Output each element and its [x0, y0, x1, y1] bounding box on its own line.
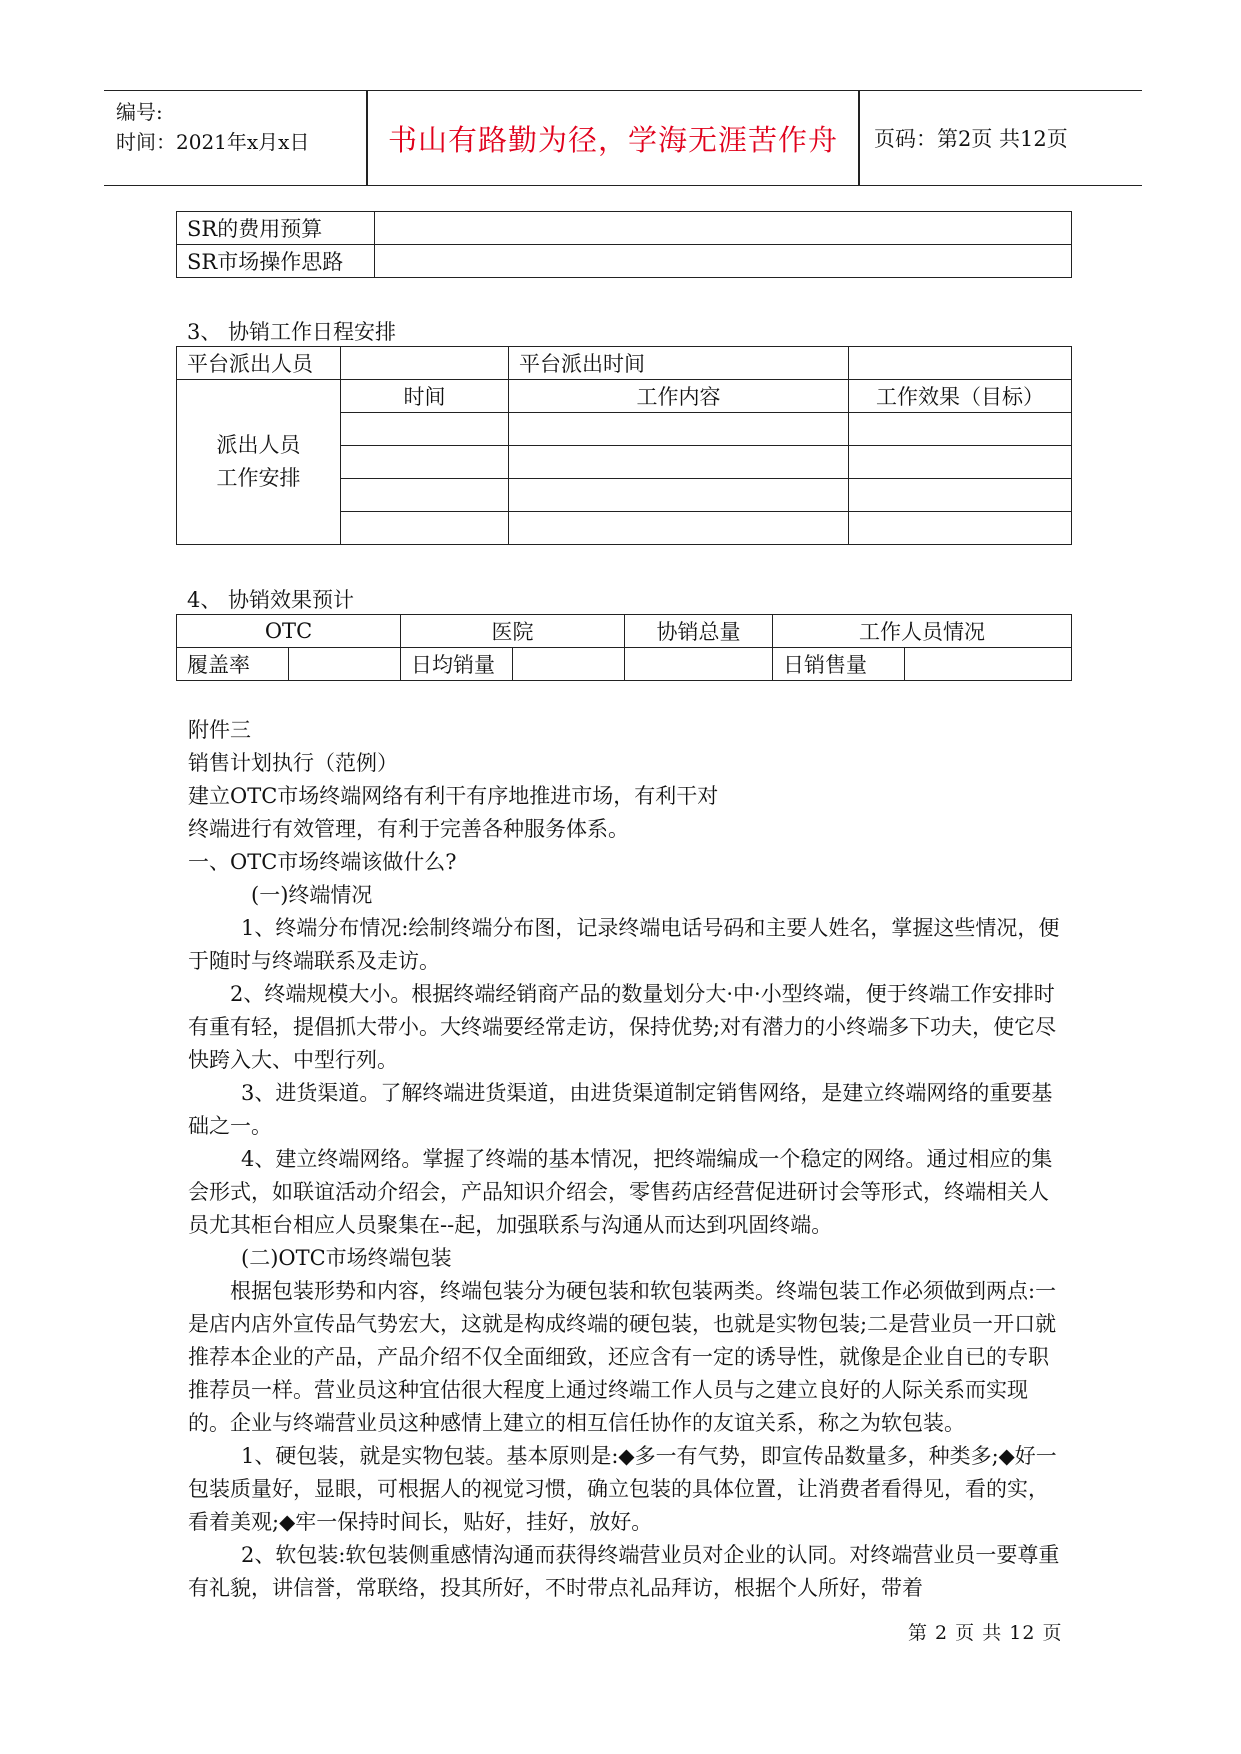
column-header: OTC	[177, 615, 401, 648]
paragraph: 2、终端规模大小。根据终端经销商产品的数量划分大·中·小型终端，便于终端工作安排时有重有轻，提倡抓大带小。大终端要经常走访，保持优势;对有潜力的小终端多下功夫，使它尽快跨入大、中型行列。	[188, 982, 1057, 1072]
column-header: 协销总量	[625, 615, 773, 648]
table-cell	[509, 446, 849, 479]
paragraph: 2、软包装:软包装侧重感情沟通而获得终端营业员对企业的认同。对终端营业员一要尊重有礼貌，讲信誉，常联络，投其所好，不时带点礼品拜访，根据个人所好，带着	[188, 1543, 1060, 1600]
table-cell	[625, 648, 773, 681]
table-cell: 履盖率	[177, 648, 289, 681]
paragraph: 终端进行有效管理，有利于完善各种服务体系。	[188, 817, 629, 841]
table-cell: SR市场操作思路	[177, 245, 375, 278]
column-header: 工作内容	[509, 380, 849, 413]
page-footer: 第 2 页 共 12 页	[908, 1622, 1063, 1644]
table-row	[177, 347, 1072, 380]
sr-table	[176, 211, 1072, 278]
header-motto: 书山有路勤为径，学海无涯苦作舟	[387, 122, 838, 157]
column-header: 工作人员情况	[773, 615, 1072, 648]
table-row	[177, 245, 1072, 278]
table-cell	[375, 245, 1072, 278]
table-cell	[289, 648, 401, 681]
paragraph: 1、终端分布情况:绘制终端分布图，记录终端电话号码和主要人姓名，掌握这些情况，便于随时与终端联系及走访。	[188, 916, 1060, 973]
paragraph: 一、OTC市场终端该做什么?	[188, 850, 457, 874]
table-row	[177, 615, 1072, 648]
table-cell	[375, 212, 1072, 245]
table-cell	[509, 512, 849, 545]
side-label: 派出人员	[216, 433, 301, 457]
document-number-label: 编号:	[116, 100, 163, 124]
table-cell	[849, 512, 1072, 545]
table-cell	[177, 380, 341, 545]
column-header: 时间	[341, 380, 509, 413]
paragraph: 建立OTC市场终端网络有利干有序地推进市场，有利干对	[188, 784, 719, 808]
paragraph: (二)OTC市场终端包装	[241, 1246, 452, 1270]
header-meta	[116, 97, 366, 157]
table-cell	[341, 446, 509, 479]
document-time: 时间：2021年x月x日	[116, 130, 310, 154]
table-cell	[849, 446, 1072, 479]
table-cell	[849, 347, 1072, 380]
table-row	[177, 380, 1072, 413]
paragraph: 4、建立终端网络。掌握了终端的基本情况，把终端编成一个稳定的网络。通过相应的集会形式，如联谊活动介绍会，产品知识介绍会，零售药店经营促进研讨会等形式，终端相关人员尤其柜台相应人员聚集在--起，加强联系与沟通从而达到巩固终端。	[188, 1147, 1053, 1237]
page-header	[104, 90, 1142, 186]
paragraph: 根据包装形势和内容，终端包装分为硬包装和软包装两类。终端包装工作必须做到两点:一是店内店外宣传品气势宏大，这就是构成终端的硬包装，也就是实物包装;二是营业员一开口就推荐本企业的产品，产品介绍不仅全面细致，还应含有一定的诱导性，就像是企业自已的专职推荐员一样。营业员这种宜估很大程度上通过终端工作人员与之建立良好的人际关系而实现的。企业与终端营业员这种感情上建立的相互信任协作的友谊关系，称之为软包装。	[188, 1279, 1057, 1435]
header-divider	[858, 91, 860, 185]
table-row	[177, 648, 1072, 681]
paragraph: (一)终端情况	[251, 883, 373, 907]
table-cell: 日均销量	[401, 648, 513, 681]
table-cell: 平台派出人员	[177, 347, 341, 380]
paragraph: 1、硬包装，就是实物包装。基本原则是:◆多一有气势，即宣传品数量多，种类多;◆好一包装质量好，显眼，可根据人的视觉习惯，确立包装的具体位置，让消费者看得见，看的实，看着美观;◆牢一保持时间长，贴好，挂好，放好。	[188, 1444, 1057, 1534]
section-title: 4、 协销效果预计	[187, 588, 355, 612]
body-text	[188, 714, 1068, 1605]
table-cell	[341, 512, 509, 545]
column-header: 工作效果（目标）	[849, 380, 1072, 413]
schedule-table	[176, 346, 1072, 545]
table-cell: 日销售量	[773, 648, 905, 681]
table-row	[177, 212, 1072, 245]
paragraph: 3、进货渠道。了解终端进货渠道，由进货渠道制定销售网络，是建立终端网络的重要基础之一。	[188, 1081, 1053, 1138]
table-cell	[341, 347, 509, 380]
table-cell	[509, 413, 849, 446]
paragraph: 附件三	[188, 718, 251, 742]
side-label: 工作安排	[216, 466, 301, 490]
effect-table	[176, 614, 1072, 681]
header-page-info: 页码：第2页 共12页	[874, 127, 1068, 151]
section-title: 3、 协销工作日程安排	[187, 320, 397, 344]
table-cell	[513, 648, 625, 681]
table-cell	[341, 479, 509, 512]
paragraph: 销售计划执行（范例）	[188, 751, 398, 775]
table-cell: 平台派出时间	[509, 347, 849, 380]
table-cell	[509, 479, 849, 512]
table-cell: SR的费用预算	[177, 212, 375, 245]
table-cell	[905, 648, 1072, 681]
column-header: 医院	[401, 615, 625, 648]
table-cell	[849, 479, 1072, 512]
table-cell	[849, 413, 1072, 446]
table-cell	[341, 413, 509, 446]
